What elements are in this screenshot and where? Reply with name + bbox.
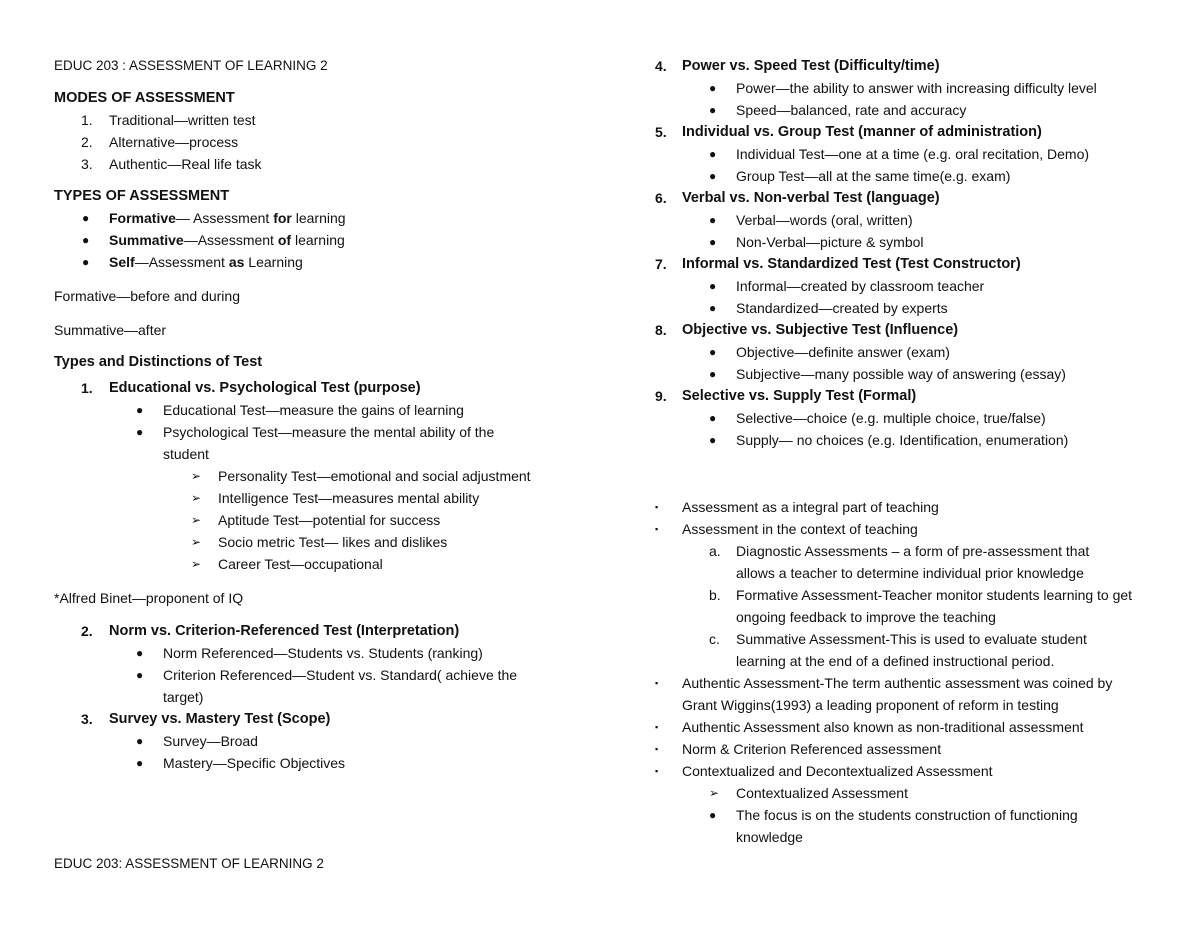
list-item: ● Formative— Assessment for learning	[54, 207, 594, 229]
arrow-icon: ➢	[191, 491, 202, 505]
square-bullet-icon: ▪	[655, 744, 659, 754]
test-type-heading: 6. Verbal vs. Non-verbal Test (language)	[655, 190, 940, 206]
list-item: ● Criterion Referenced—Student vs. Standard( achieve the target)	[54, 664, 594, 708]
summative-note: Summative—after	[54, 322, 167, 338]
bullet-icon: ●	[136, 756, 144, 770]
arrow-icon: ➢	[191, 513, 202, 527]
list-item: 2. Alternative—process	[81, 134, 239, 150]
list-item: 3. Authentic—Real life task	[81, 156, 262, 172]
list-item: ● Survey—Broad	[54, 730, 594, 752]
bullet-icon: ●	[709, 103, 717, 117]
types-title: TYPES OF ASSESSMENT	[54, 188, 230, 204]
list-item: ● Mastery—Specific Objectives	[54, 752, 594, 774]
right-column	[655, 55, 1155, 848]
list-item: ● Verbal—words (oral, written)	[655, 209, 1155, 231]
test-type-heading: 5. Individual vs. Group Test (manner of administration)	[655, 124, 1042, 140]
bullet-icon: ●	[709, 279, 717, 293]
bullet-icon: ●	[709, 808, 717, 822]
list-item: ➢ Aptitude Test—potential for success	[54, 509, 594, 531]
test-type-heading: 9. Selective vs. Supply Test (Formal)	[655, 388, 917, 404]
bullet-icon: ●	[136, 403, 144, 417]
left-column	[54, 55, 594, 774]
list-item: ● Informal—created by classroom teacher	[655, 275, 1155, 297]
modes-list	[54, 109, 594, 175]
list-item: ➢ Personality Test—emotional and social adjustment	[54, 465, 594, 487]
square-bullet-icon: ▪	[655, 722, 659, 732]
arrow-icon: ➢	[191, 535, 202, 549]
bullet-icon: ●	[136, 734, 144, 748]
list-item: ● Supply— no choices (e.g. Identification, enumeration)	[655, 429, 1155, 451]
formative-note: Formative—before and during	[54, 288, 240, 304]
bullet-icon: ●	[709, 169, 717, 183]
bullet-icon: ●	[709, 213, 717, 227]
list-item: ▪ Authentic Assessment-The term authentic assessment was coined by Grant Wiggins(1993) a leading proponent of reform in testing	[655, 672, 1155, 716]
bullet-icon: ●	[709, 147, 717, 161]
square-bullet-icon: ▪	[655, 502, 659, 512]
bullet-icon: ●	[709, 235, 717, 249]
list-item: a. Diagnostic Assessments – a form of pre-assessment that allows a teacher to determine individual prior knowledge	[709, 543, 1090, 581]
arrow-icon: ➢	[191, 469, 202, 483]
bullet-icon: ●	[82, 211, 90, 225]
test-type-heading: 7. Informal vs. Standardized Test (Test Constructor)	[655, 256, 1021, 272]
list-item: ➢ Intelligence Test—measures mental ability	[54, 487, 594, 509]
types-list	[54, 207, 594, 273]
bullet-icon: ●	[709, 411, 717, 425]
test-type-heading: 4. Power vs. Speed Test (Difficulty/time)	[655, 58, 940, 74]
square-bullet-icon: ▪	[655, 766, 659, 776]
list-item: ➢ Contextualized Assessment	[655, 782, 1155, 804]
bullet-icon: ●	[709, 301, 717, 315]
list-item: ● Psychological Test—measure the mental ability of the student	[54, 421, 594, 465]
square-bullet-icon: ▪	[655, 678, 659, 688]
list-item: ▪ Norm & Criterion Referenced assessment	[655, 738, 1155, 760]
list-item: ▪ Assessment as a integral part of teaching	[655, 496, 1155, 518]
page-header: EDUC 203 : ASSESSMENT OF LEARNING 2	[54, 58, 328, 73]
page-footer: EDUC 203: ASSESSMENT OF LEARNING 2	[54, 856, 324, 871]
list-item: ● Subjective—many possible way of answering (essay)	[655, 363, 1155, 385]
list-item: ● Non-Verbal—picture & symbol	[655, 231, 1155, 253]
modes-title: MODES OF ASSESSMENT	[54, 90, 235, 106]
list-item: ● The focus is on the students construction of functioning knowledge	[655, 804, 1155, 848]
list-item: ➢ Socio metric Test— likes and dislikes	[54, 531, 594, 553]
list-item: ● Summative—Assessment of learning	[54, 229, 594, 251]
list-item: ● Educational Test—measure the gains of learning	[54, 399, 594, 421]
list-item: ● Objective—definite answer (exam)	[655, 341, 1155, 363]
list-item: c. Summative Assessment-This is used to evaluate student learning at the end of a defined instructional period.	[709, 631, 1087, 669]
distinctions-title: Types and Distinctions of Test	[54, 354, 263, 370]
bullet-icon: ●	[136, 646, 144, 660]
list-item: ● Self—Assessment as Learning	[54, 251, 594, 273]
arrow-icon: ➢	[191, 557, 202, 571]
list-item: ▪ Authentic Assessment also known as non-traditional assessment	[655, 716, 1155, 738]
list-item: ▪ Contextualized and Decontextualized Assessment	[655, 760, 1155, 782]
test-type-heading: 2. Norm vs. Criterion-Referenced Test (Interpretation)	[81, 623, 460, 639]
list-item: ● Speed—balanced, rate and accuracy	[655, 99, 1155, 121]
bullet-icon: ●	[709, 433, 717, 447]
list-item: ➢ Career Test—occupational	[54, 553, 594, 575]
bullet-icon: ●	[136, 668, 144, 682]
list-item: ● Selective—choice (e.g. multiple choice, true/false)	[655, 407, 1155, 429]
list-item: ● Power—the ability to answer with increasing difficulty level	[655, 77, 1155, 99]
test-type-heading: 8. Objective vs. Subjective Test (Influence)	[655, 322, 959, 338]
list-item: b. Formative Assessment-Teacher monitor students learning to get ongoing feedback to improve the teaching	[709, 587, 1133, 625]
test-type-heading: 1. Educational vs. Psychological Test (purpose)	[81, 380, 421, 396]
list-item: ● Standardized—created by experts	[655, 297, 1155, 319]
arrow-icon: ➢	[709, 786, 720, 800]
bullet-icon: ●	[709, 367, 717, 381]
list-item: ▪ Assessment in the context of teaching	[655, 518, 1155, 540]
square-bullet-icon: ▪	[655, 524, 659, 534]
list-item: ● Individual Test—one at a time (e.g. oral recitation, Demo)	[655, 143, 1155, 165]
binet-note: *Alfred Binet—proponent of IQ	[54, 590, 244, 606]
list-item: 1. Traditional—written test	[81, 112, 256, 128]
list-item: ● Group Test—all at the same time(e.g. exam)	[655, 165, 1155, 187]
bullet-icon: ●	[82, 233, 90, 247]
list-item: ● Norm Referenced—Students vs. Students (ranking)	[54, 642, 594, 664]
bullet-icon: ●	[709, 345, 717, 359]
bullet-icon: ●	[82, 255, 90, 269]
bullet-icon: ●	[136, 425, 144, 439]
bullet-icon: ●	[709, 81, 717, 95]
test-type-heading: 3. Survey vs. Mastery Test (Scope)	[81, 711, 331, 727]
